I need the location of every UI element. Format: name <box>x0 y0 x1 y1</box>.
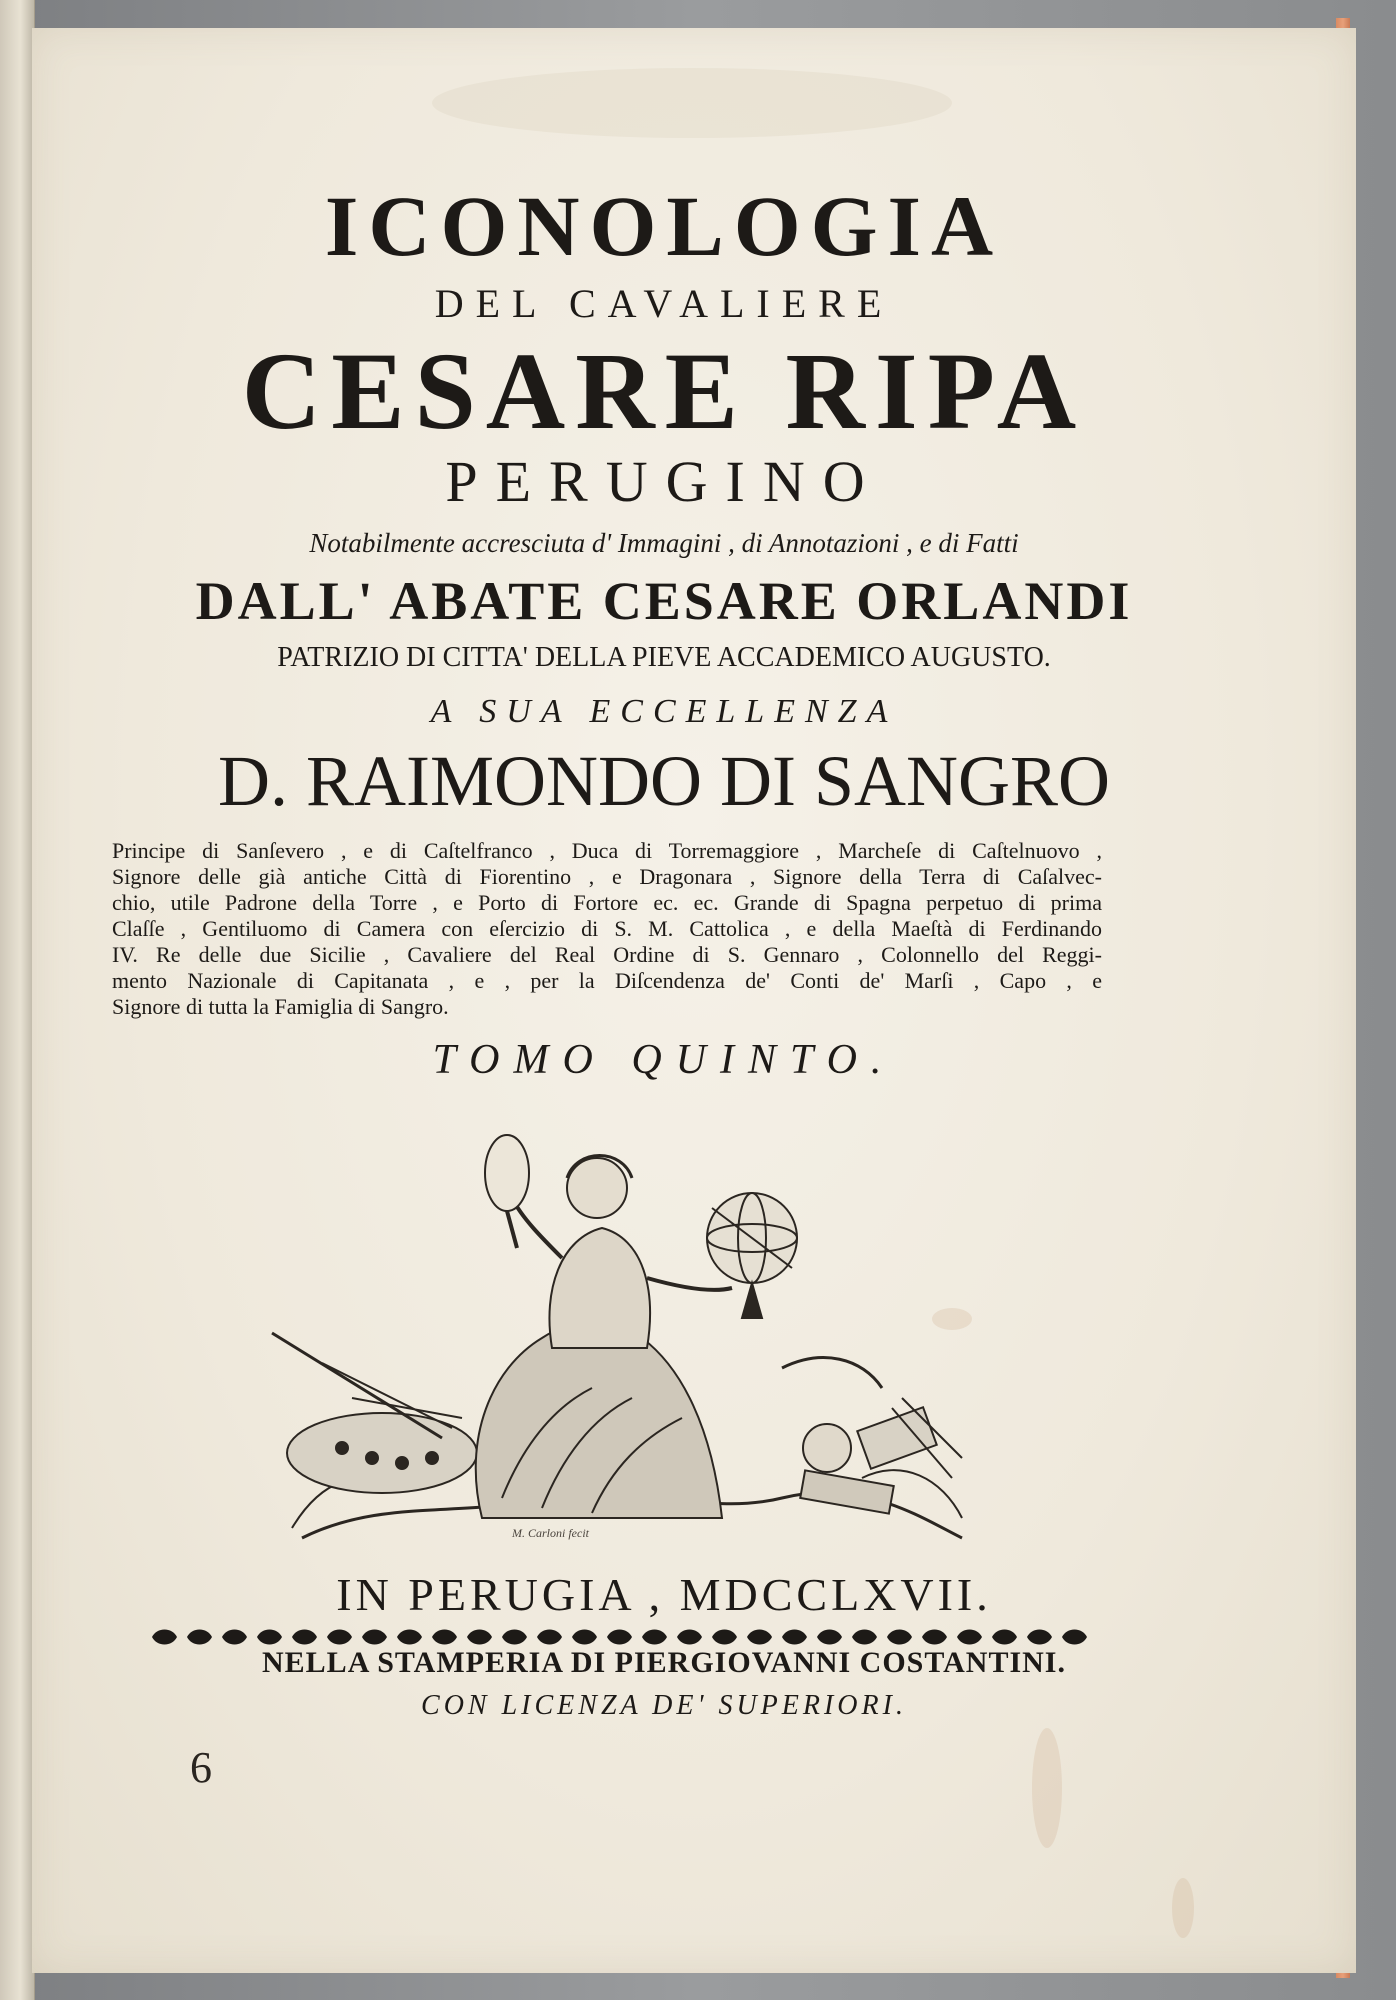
foxing-stain <box>1032 1728 1062 1848</box>
title-page <box>32 28 1356 1973</box>
imprint-place-date: IN PERUGIA , MDCCLXVII. <box>336 1569 992 1620</box>
titles-line: Claſſe , Gentiluomo di Camera con eſercizio di S. M. Cattolica , e della Maeſtà di Ferdinando <box>112 916 1102 941</box>
editor-title: PATRIZIO DI CITTA' DELLA PIEVE ACCADEMICO AUGUSTO. <box>277 642 1051 673</box>
titles-line: IV. Re delle due Sicilie , Cavaliere del Real Ordine di S. Gennaro , Colonnello del Reggi- <box>112 942 1102 967</box>
engraver-signature: M. Carloni fecit <box>512 1526 589 1540</box>
author-origin: PERUGINO <box>445 449 883 514</box>
book-title: ICONOLOGIA <box>324 178 1004 274</box>
dedication-intro: A SUA ECCELLENZA <box>430 693 898 730</box>
title-line-del: DEL CAVALIERE <box>434 281 894 326</box>
license-line: CON LICENZA DE' SUPERIORI. <box>421 1690 907 1721</box>
notability-line: Notabilmente accresciuta d' Immagini , di Annotazioni , e di Fatti <box>309 528 1019 558</box>
dedicatee-titles <box>112 838 1102 1020</box>
allegorical-figure-icon <box>262 1118 982 1558</box>
dedicatee-name: D. RAIMONDO DI SANGRO <box>217 741 1111 821</box>
handwritten-mark: 6 <box>190 1743 212 1792</box>
titles-line: Signore delle già antiche Città di Fiorentino , e Dragonara , Signore della Terra di Caſalvec- <box>112 864 1102 889</box>
titles-line: mento Nazionale di Capitanata , e , per la Diſcendenza de' Conti de' Marſi , Capo , e <box>112 968 1102 993</box>
titles-line: chio, utile Padrone della Torre , e Porto di Fortore ec. ec. Grande di Spagna perpetuo di prima <box>112 890 1102 915</box>
foxing-stain <box>1172 1878 1194 1938</box>
titles-line: Principe di Sanſevero , e di Caſtelfranco , Duca di Torremaggiore , Marcheſe di Caſtelnuovo , <box>112 838 1102 863</box>
titles-line: Signore di tutta la Famiglia di Sangro. <box>112 994 449 1019</box>
author-name: CESARE RIPA <box>241 330 1087 452</box>
volume-number: TOMO QUINTO. <box>432 1037 896 1083</box>
editor-name: DALL' ABATE CESARE ORLANDI <box>195 571 1133 631</box>
printer-line: NELLA STAMPERIA DI PIERGIOVANNI COSTANTINI. <box>262 1646 1066 1679</box>
water-stain <box>432 68 952 138</box>
